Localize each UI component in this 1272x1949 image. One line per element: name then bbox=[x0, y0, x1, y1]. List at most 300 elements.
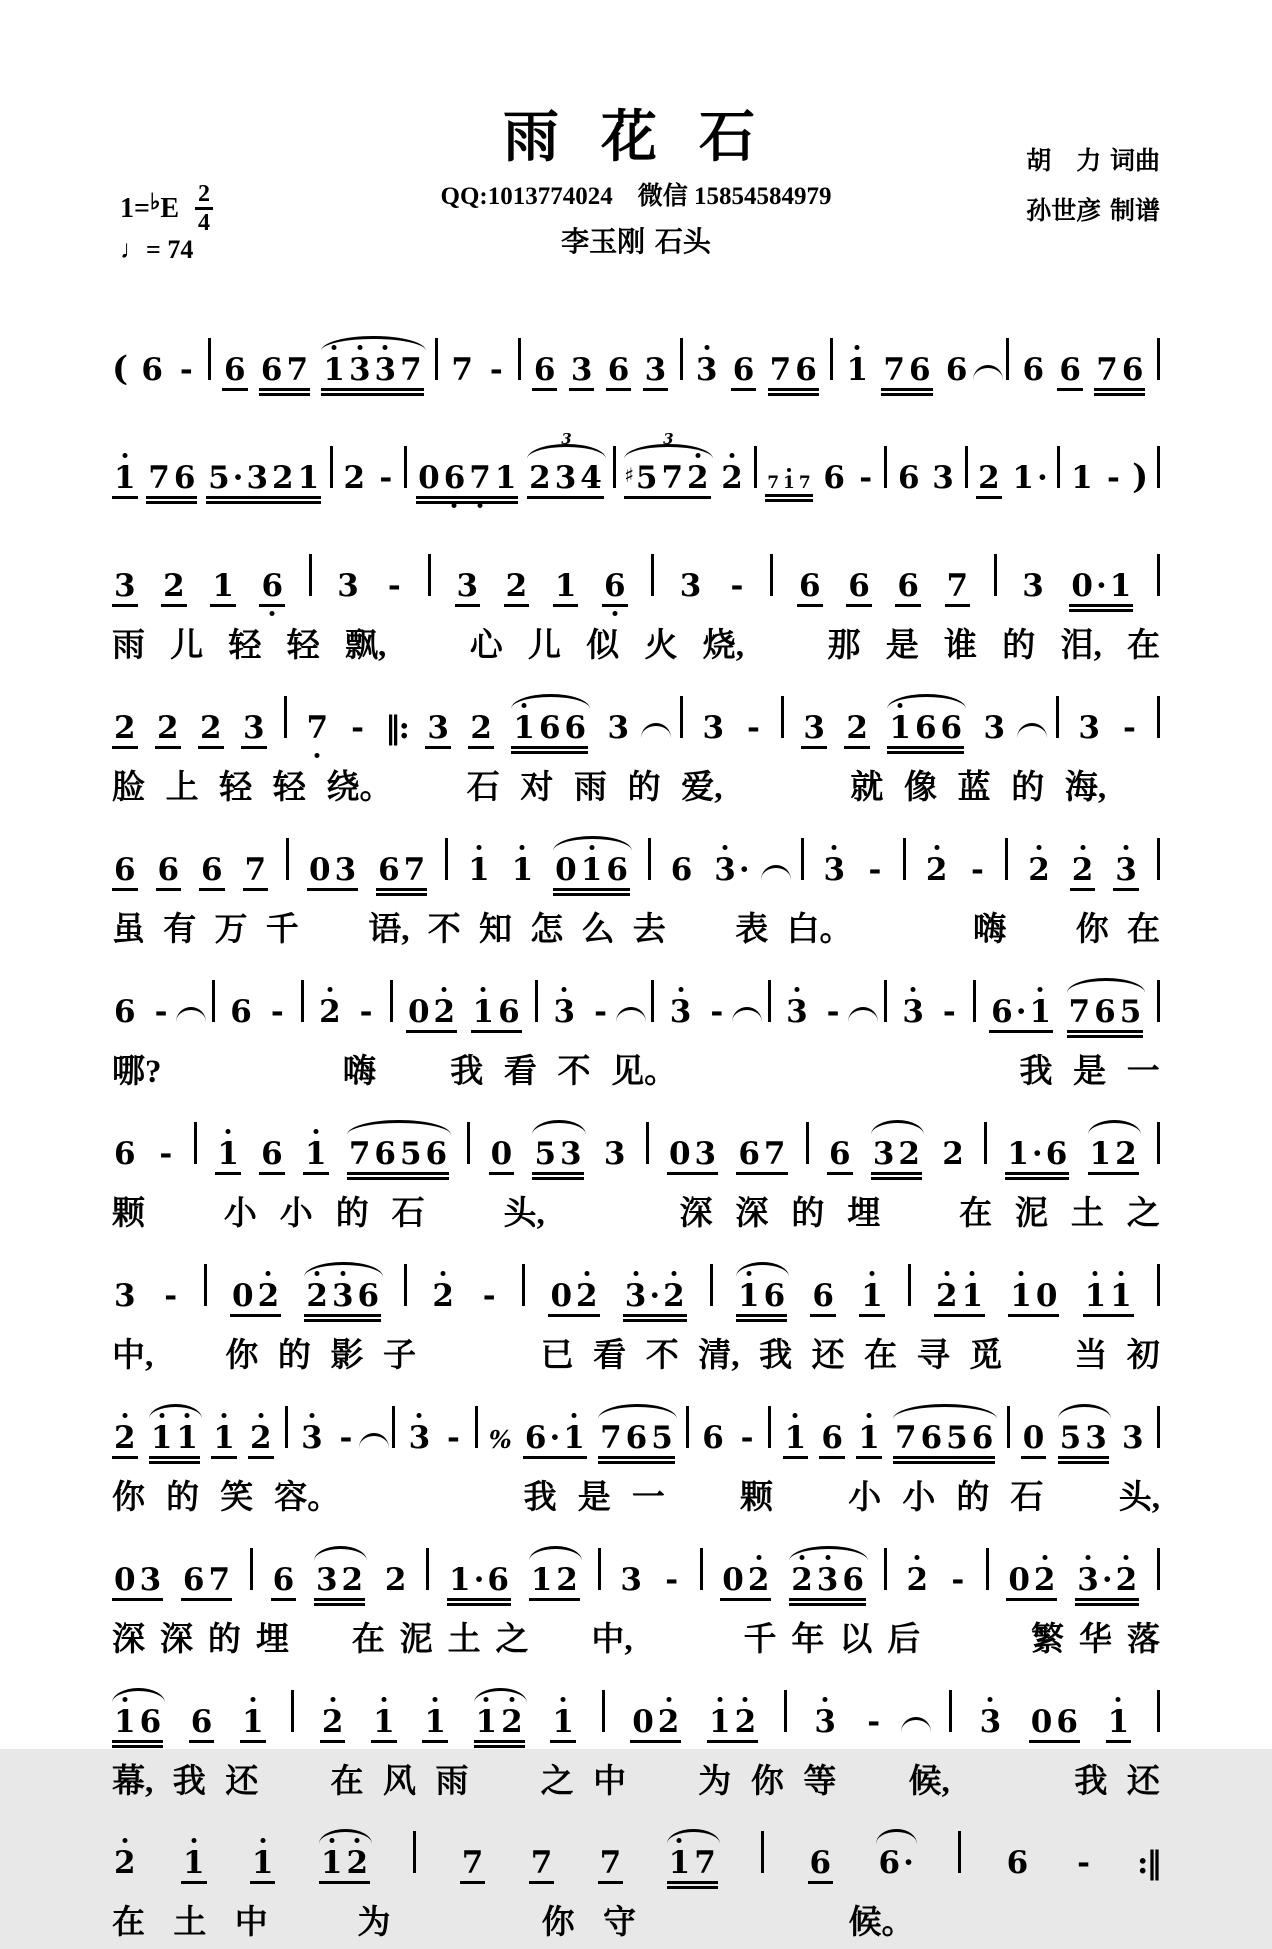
note-digit: 7 bbox=[403, 851, 426, 888]
lyric-syllable bbox=[751, 1054, 784, 1092]
lyric-syllable bbox=[1025, 912, 1058, 950]
note-token bbox=[668, 993, 694, 1030]
note-token bbox=[1021, 1419, 1047, 1459]
lyric-syllable: 在 bbox=[1127, 628, 1160, 664]
music-line-4 bbox=[112, 672, 1160, 768]
note-digit: 1 bbox=[580, 851, 603, 888]
note-digit: 3 bbox=[243, 709, 265, 746]
note-digit: 3 bbox=[1078, 709, 1100, 746]
note-digit: 1 bbox=[1012, 460, 1034, 496]
note-token bbox=[1069, 568, 1133, 612]
lyric-syllable: 嗨 bbox=[343, 1053, 376, 1090]
lyric-syllable: 你 bbox=[541, 1905, 575, 1942]
barline bbox=[680, 338, 683, 380]
note-token bbox=[643, 352, 669, 391]
note-digit: 6 bbox=[670, 851, 693, 888]
note-digit: 6 bbox=[230, 993, 252, 1030]
note-digit: 5 bbox=[651, 1419, 673, 1456]
lyric-syllable bbox=[415, 1480, 448, 1518]
note-digit: 2 bbox=[341, 1561, 364, 1598]
augmentation-dot: · bbox=[1015, 993, 1027, 1030]
barline bbox=[903, 838, 906, 880]
note-digit: 6 bbox=[261, 568, 284, 604]
lyric-syllable bbox=[856, 1764, 889, 1802]
note-digit: 2 bbox=[978, 460, 1000, 496]
note-digit: 2 bbox=[114, 1845, 136, 1882]
note-digit: 1 bbox=[323, 352, 345, 388]
note-digit: 7 bbox=[661, 460, 684, 496]
note-token bbox=[215, 1135, 241, 1175]
note-digit: 2 bbox=[925, 851, 948, 888]
lyric-syllable: 影 bbox=[330, 1337, 364, 1374]
slur-arc bbox=[112, 1688, 165, 1703]
lyric-syllable bbox=[859, 1054, 892, 1092]
lyric-syllable: 头, bbox=[1118, 1479, 1160, 1516]
lyric-syllable bbox=[922, 912, 955, 950]
note-digit: 3 bbox=[695, 352, 718, 388]
score bbox=[112, 314, 1160, 1943]
note-token bbox=[731, 352, 757, 391]
note-digit: 6 bbox=[524, 1419, 547, 1456]
note-digit: 6 bbox=[141, 352, 163, 388]
note-digit: 6 bbox=[763, 1277, 786, 1314]
lyric-syllable bbox=[1066, 1905, 1099, 1943]
dash: - bbox=[1106, 460, 1120, 496]
note-digit: 0 bbox=[114, 1561, 136, 1598]
barline bbox=[392, 1406, 395, 1448]
note-token bbox=[523, 1419, 587, 1459]
note-digit: 7 bbox=[469, 460, 491, 496]
note-token bbox=[736, 1135, 787, 1175]
lyric-syllable: 后 bbox=[887, 1621, 921, 1658]
lyric-syllable: 一 bbox=[631, 1479, 665, 1516]
note-token bbox=[887, 709, 964, 754]
note-token bbox=[618, 1561, 644, 1598]
note-token bbox=[511, 709, 588, 754]
lyric-syllable: 表 bbox=[735, 911, 769, 948]
lyric-syllable bbox=[1022, 1338, 1055, 1376]
note-digit: 6 bbox=[809, 1845, 832, 1882]
note-token bbox=[259, 352, 310, 396]
lyric-line-8 bbox=[112, 1338, 1160, 1376]
note-digit: 1 bbox=[373, 1703, 395, 1740]
note-token bbox=[881, 352, 932, 396]
lyric-syllable: 知 bbox=[479, 911, 512, 948]
note-digit: 2 bbox=[114, 709, 136, 746]
note-token bbox=[146, 460, 197, 504]
note-token bbox=[447, 1561, 511, 1606]
lyric-syllable: 等 bbox=[803, 1763, 837, 1800]
slur-arc bbox=[871, 1120, 924, 1135]
note-token bbox=[304, 1277, 381, 1322]
note-digit: 3 bbox=[1122, 1419, 1144, 1456]
note-token bbox=[181, 1561, 232, 1601]
note-digit: 2 bbox=[721, 460, 743, 496]
note-token bbox=[893, 1419, 995, 1464]
lyric-syllable: 当 bbox=[1074, 1337, 1108, 1374]
note-token bbox=[112, 460, 138, 499]
time-signature bbox=[195, 182, 213, 235]
note-digit: 3 bbox=[1077, 1561, 1099, 1598]
lyric-syllable: 哪? bbox=[112, 1053, 162, 1090]
music-line-1 bbox=[112, 314, 1160, 422]
lyric-syllable bbox=[696, 1622, 729, 1660]
lyric-line-9 bbox=[112, 1480, 1160, 1518]
note-digit: 1 bbox=[217, 1135, 239, 1172]
dash: - bbox=[379, 460, 393, 496]
slur-arc bbox=[1067, 978, 1146, 993]
lyric-syllable: 雨 bbox=[112, 628, 145, 664]
barline bbox=[958, 1831, 961, 1873]
lyric-syllable: 小 bbox=[279, 1195, 313, 1232]
lyric-syllable: 对 bbox=[520, 769, 554, 806]
lyric-syllable: 子 bbox=[382, 1337, 416, 1374]
note-digit: 6 bbox=[603, 568, 626, 604]
note-digit: 7 bbox=[798, 473, 811, 493]
note-digit: 2 bbox=[657, 1703, 680, 1740]
note-digit: 3 bbox=[456, 568, 479, 604]
lyric-syllable: 我 bbox=[759, 1337, 793, 1374]
note-digit: 3 bbox=[786, 993, 808, 1030]
note-token bbox=[228, 993, 254, 1030]
note-token bbox=[768, 352, 819, 396]
note-token bbox=[1005, 1845, 1031, 1882]
note-digit: 1 bbox=[554, 568, 577, 604]
note-digit: 2 bbox=[306, 1277, 328, 1314]
lyric-syllable: 候。 bbox=[848, 1905, 915, 1942]
dash: - bbox=[970, 851, 984, 888]
slur-arc bbox=[532, 1120, 585, 1135]
note-token bbox=[895, 568, 921, 607]
note-digit: 1 bbox=[858, 1419, 880, 1456]
note-digit: 0 bbox=[1030, 1703, 1053, 1740]
key-prefix: 1= bbox=[120, 192, 150, 224]
note-token bbox=[623, 1277, 687, 1322]
note-token bbox=[474, 1703, 525, 1748]
flat-icon: ♭ bbox=[149, 188, 161, 214]
lyric-syllable: 还 bbox=[225, 1763, 259, 1800]
note-digit: 2 bbox=[1071, 851, 1094, 888]
augmentation-dot: · bbox=[232, 460, 244, 496]
note-digit: 7 bbox=[763, 1135, 786, 1172]
barline bbox=[754, 446, 757, 488]
note-token bbox=[149, 1419, 200, 1464]
lyric-syllable: 寻 bbox=[916, 1337, 950, 1374]
note-digit: 1 bbox=[738, 1277, 760, 1314]
note-digit: 1 bbox=[114, 1703, 136, 1740]
note-token bbox=[978, 1703, 1004, 1740]
sharp-icon: ♯ bbox=[624, 463, 634, 487]
barline bbox=[250, 1548, 253, 1590]
note-digit: 5 bbox=[399, 1135, 422, 1172]
note-token bbox=[259, 568, 285, 607]
lyric-syllable bbox=[969, 1764, 1002, 1802]
note-token bbox=[976, 460, 1002, 499]
note-token bbox=[846, 568, 872, 607]
note-token bbox=[598, 1845, 624, 1884]
lyric-syllable: 见。 bbox=[611, 1053, 678, 1090]
lyric-syllable bbox=[983, 1622, 1016, 1660]
note-token bbox=[250, 1845, 276, 1884]
lyric-syllable bbox=[726, 1905, 759, 1943]
dash: - bbox=[339, 1419, 353, 1456]
lyric-syllable: 去 bbox=[632, 911, 666, 948]
barline bbox=[884, 1548, 887, 1590]
music-line-3 bbox=[112, 530, 1160, 626]
dash: - bbox=[482, 1277, 496, 1314]
note-token bbox=[859, 1277, 885, 1317]
note-token bbox=[934, 1277, 985, 1317]
barline bbox=[602, 1690, 605, 1732]
lyric-syllable: 我 bbox=[450, 1053, 484, 1090]
lyric-syllable: 中, bbox=[591, 1621, 633, 1658]
note-digit: 0 bbox=[555, 851, 577, 888]
note-digit: 1 bbox=[494, 460, 517, 496]
note-digit: 1 bbox=[668, 1845, 691, 1882]
lyric-syllable: 是 bbox=[1073, 1053, 1107, 1090]
note-digit: 0 bbox=[1022, 1419, 1045, 1456]
note-digit: 1 bbox=[1110, 1277, 1132, 1314]
dash: - bbox=[351, 709, 364, 746]
note-digit: 2 bbox=[321, 1703, 344, 1740]
note-token bbox=[112, 709, 138, 749]
note-digit: 6 bbox=[821, 1419, 843, 1456]
slur-arc bbox=[876, 1829, 916, 1844]
lyric-syllable: 心 bbox=[469, 628, 503, 664]
lyric-syllable: 一 bbox=[1126, 1053, 1160, 1090]
note-digit: 0 bbox=[1035, 1277, 1058, 1314]
note-token bbox=[1057, 352, 1083, 391]
lyric-line-11 bbox=[112, 1764, 1160, 1802]
note-digit: 6 bbox=[1059, 352, 1081, 388]
note-token bbox=[243, 851, 269, 891]
note-digit: 1 bbox=[961, 1277, 984, 1314]
note-digit: 3 bbox=[315, 1561, 338, 1598]
barline bbox=[710, 1264, 713, 1306]
note-digit: 6 bbox=[795, 352, 817, 388]
dash: - bbox=[359, 993, 373, 1030]
lyric-syllable bbox=[317, 912, 350, 950]
note-digit: 6 bbox=[190, 1703, 213, 1740]
lyric-line-6 bbox=[112, 1054, 1160, 1092]
note-digit: 1 bbox=[297, 460, 320, 496]
key-note: E bbox=[160, 192, 180, 224]
note-digit: 3 bbox=[553, 993, 576, 1030]
barline bbox=[522, 1264, 525, 1306]
note-digit: 2 bbox=[157, 709, 179, 746]
note-digit: 1 bbox=[182, 1845, 205, 1882]
note-token bbox=[406, 993, 457, 1033]
note-token bbox=[139, 352, 165, 388]
lyric-syllable bbox=[1127, 1905, 1160, 1943]
note-digit: 6 bbox=[945, 352, 968, 388]
note-token bbox=[550, 1703, 576, 1743]
note-digit: 2 bbox=[846, 709, 868, 746]
note-digit: 1 bbox=[468, 851, 490, 888]
lyric-syllable: 海, bbox=[1064, 769, 1107, 806]
lyric-syllable: 轻 bbox=[272, 769, 306, 806]
note-digit: 6 bbox=[425, 1135, 448, 1172]
note-digit: 1 bbox=[784, 1419, 807, 1456]
note-digit: 6 bbox=[702, 1419, 724, 1456]
lyric-syllable: 风 bbox=[382, 1763, 416, 1800]
note-digit: 6 bbox=[261, 1135, 283, 1172]
lyric-syllable: 小 bbox=[902, 1479, 936, 1516]
note-digit: 6 bbox=[201, 851, 223, 888]
note-token bbox=[156, 851, 182, 891]
music-line-10 bbox=[112, 1524, 1160, 1620]
music-line-11 bbox=[112, 1666, 1160, 1762]
lyric-line-3 bbox=[112, 628, 1160, 666]
music-line-5 bbox=[112, 814, 1160, 910]
note-token bbox=[112, 1277, 138, 1314]
note-digit: 2 bbox=[734, 1703, 757, 1740]
barline bbox=[651, 980, 654, 1022]
note-digit: 2 bbox=[433, 993, 456, 1030]
note-token bbox=[307, 851, 358, 891]
barline bbox=[884, 446, 887, 488]
note-digit: 1 bbox=[1107, 1703, 1130, 1740]
note-token bbox=[712, 851, 750, 888]
note-token bbox=[667, 1135, 718, 1175]
note-digit: 7 bbox=[400, 352, 422, 388]
note-digit: 3 bbox=[337, 568, 359, 604]
dash: - bbox=[446, 1419, 460, 1456]
note-digit: 3 bbox=[139, 1561, 162, 1598]
triplet-arc: 3 bbox=[527, 444, 606, 459]
note-digit: 6 bbox=[971, 1419, 994, 1456]
note-digit: 7 bbox=[769, 352, 792, 388]
lyric-syllable: 怎 bbox=[530, 911, 564, 948]
lyric-syllable: 千 bbox=[743, 1621, 777, 1658]
lyric-syllable: 我 bbox=[1074, 1763, 1108, 1800]
note-token bbox=[924, 851, 950, 888]
lyric-syllable: 候, bbox=[908, 1763, 950, 1800]
lyric-syllable: 我 bbox=[1019, 1053, 1053, 1090]
note-digit: 2 bbox=[346, 1845, 369, 1882]
note-digit: 6 bbox=[1094, 993, 1116, 1030]
note-token bbox=[347, 1135, 449, 1180]
note-token bbox=[532, 1135, 583, 1180]
barline bbox=[1157, 1548, 1160, 1590]
lyric-syllable: 土 bbox=[447, 1621, 481, 1658]
lyric-syllable bbox=[648, 1622, 681, 1660]
lyric-syllable: 颗 bbox=[112, 1195, 145, 1232]
note-digit: 1 bbox=[212, 568, 234, 604]
note-token bbox=[876, 1845, 914, 1882]
note-digit: 3 bbox=[679, 568, 702, 604]
lyric-syllable: 中, bbox=[112, 1337, 154, 1374]
note-digit: 4 bbox=[580, 460, 602, 496]
note-digit: 0 bbox=[668, 1135, 691, 1172]
note-digit: 3 bbox=[603, 1135, 626, 1172]
barline bbox=[781, 696, 784, 738]
lyric-syllable: 有 bbox=[163, 911, 197, 948]
barline bbox=[613, 446, 616, 488]
lyric-syllable bbox=[168, 1196, 201, 1234]
note-digit: 6 bbox=[812, 1277, 834, 1314]
note-token bbox=[241, 709, 267, 749]
lyric-syllable: 中 bbox=[234, 1905, 268, 1942]
note-digit: 0 bbox=[490, 1135, 513, 1172]
lyric-syllable: 你 bbox=[750, 1763, 784, 1800]
dash: - bbox=[594, 993, 607, 1030]
note-token bbox=[199, 851, 225, 891]
note-digit: 7 bbox=[1068, 993, 1091, 1030]
note-digit: 3 bbox=[1115, 851, 1137, 888]
dash: - bbox=[710, 993, 724, 1030]
note-digit: 3 bbox=[694, 1135, 717, 1172]
note-digit: 1 bbox=[1084, 1277, 1107, 1314]
lyric-syllable: 你 bbox=[112, 1479, 145, 1516]
note-digit: 3 bbox=[560, 1135, 582, 1172]
tie-arc bbox=[641, 723, 671, 738]
note-digit: 3 bbox=[301, 1419, 323, 1456]
note-digit: 2 bbox=[501, 1703, 523, 1740]
dash: - bbox=[867, 1703, 881, 1740]
barline bbox=[467, 1122, 470, 1164]
note-digit: 2 bbox=[1033, 1561, 1056, 1598]
lyric-syllable: 之 bbox=[495, 1621, 529, 1658]
lyric-syllable: 谁 bbox=[944, 628, 977, 664]
note-token bbox=[1058, 1419, 1109, 1464]
sheet-content bbox=[112, 108, 1160, 1949]
note-token bbox=[667, 1845, 718, 1889]
note-token bbox=[1076, 709, 1102, 746]
note-digit: 0 bbox=[1071, 568, 1093, 604]
note-digit: 6 bbox=[625, 1419, 648, 1456]
barline bbox=[908, 1264, 911, 1306]
note-digit: 6 bbox=[538, 709, 561, 746]
lyric-syllable: 轻 bbox=[219, 769, 253, 806]
note-digit: 2 bbox=[272, 460, 294, 496]
note-digit: 1 bbox=[1089, 1135, 1112, 1172]
lyric-syllable bbox=[1065, 1480, 1098, 1518]
note-token bbox=[321, 352, 423, 396]
augmentation-dot: · bbox=[738, 851, 750, 888]
note-digit: 3 bbox=[714, 851, 736, 888]
note-digit: 6 bbox=[1056, 1703, 1078, 1740]
lyric-syllable: 深 bbox=[159, 1621, 193, 1658]
key-signature bbox=[120, 182, 213, 265]
lyric-syllable: 绕。 bbox=[326, 769, 393, 806]
note-token bbox=[1020, 568, 1046, 604]
note-digit: 5 bbox=[208, 460, 230, 496]
barline bbox=[330, 446, 333, 488]
note-digit: 2 bbox=[343, 460, 366, 496]
note-digit: 6 bbox=[908, 352, 931, 388]
note-digit: 3 bbox=[607, 709, 630, 746]
note-digit: 3 bbox=[554, 460, 577, 496]
lyric-syllable: 的 bbox=[335, 1195, 369, 1232]
note-token bbox=[940, 1135, 966, 1172]
note-token bbox=[669, 851, 695, 888]
note-token bbox=[945, 568, 971, 607]
note-digit: 2 bbox=[935, 1277, 958, 1314]
barline bbox=[1057, 446, 1060, 488]
note-digit: 1 bbox=[530, 1561, 553, 1598]
note-token bbox=[1069, 460, 1095, 496]
note-token bbox=[383, 1561, 409, 1598]
note-token bbox=[222, 352, 248, 391]
note-digit: 6 bbox=[940, 709, 963, 746]
lyric-syllable: 的 bbox=[277, 1337, 311, 1374]
lyric-syllable: 石 bbox=[466, 769, 500, 806]
lyric-syllable: 么 bbox=[581, 911, 615, 948]
note-digit: 3 bbox=[114, 568, 136, 604]
augmentation-dot: · bbox=[549, 1419, 561, 1456]
note-token bbox=[810, 1277, 836, 1317]
